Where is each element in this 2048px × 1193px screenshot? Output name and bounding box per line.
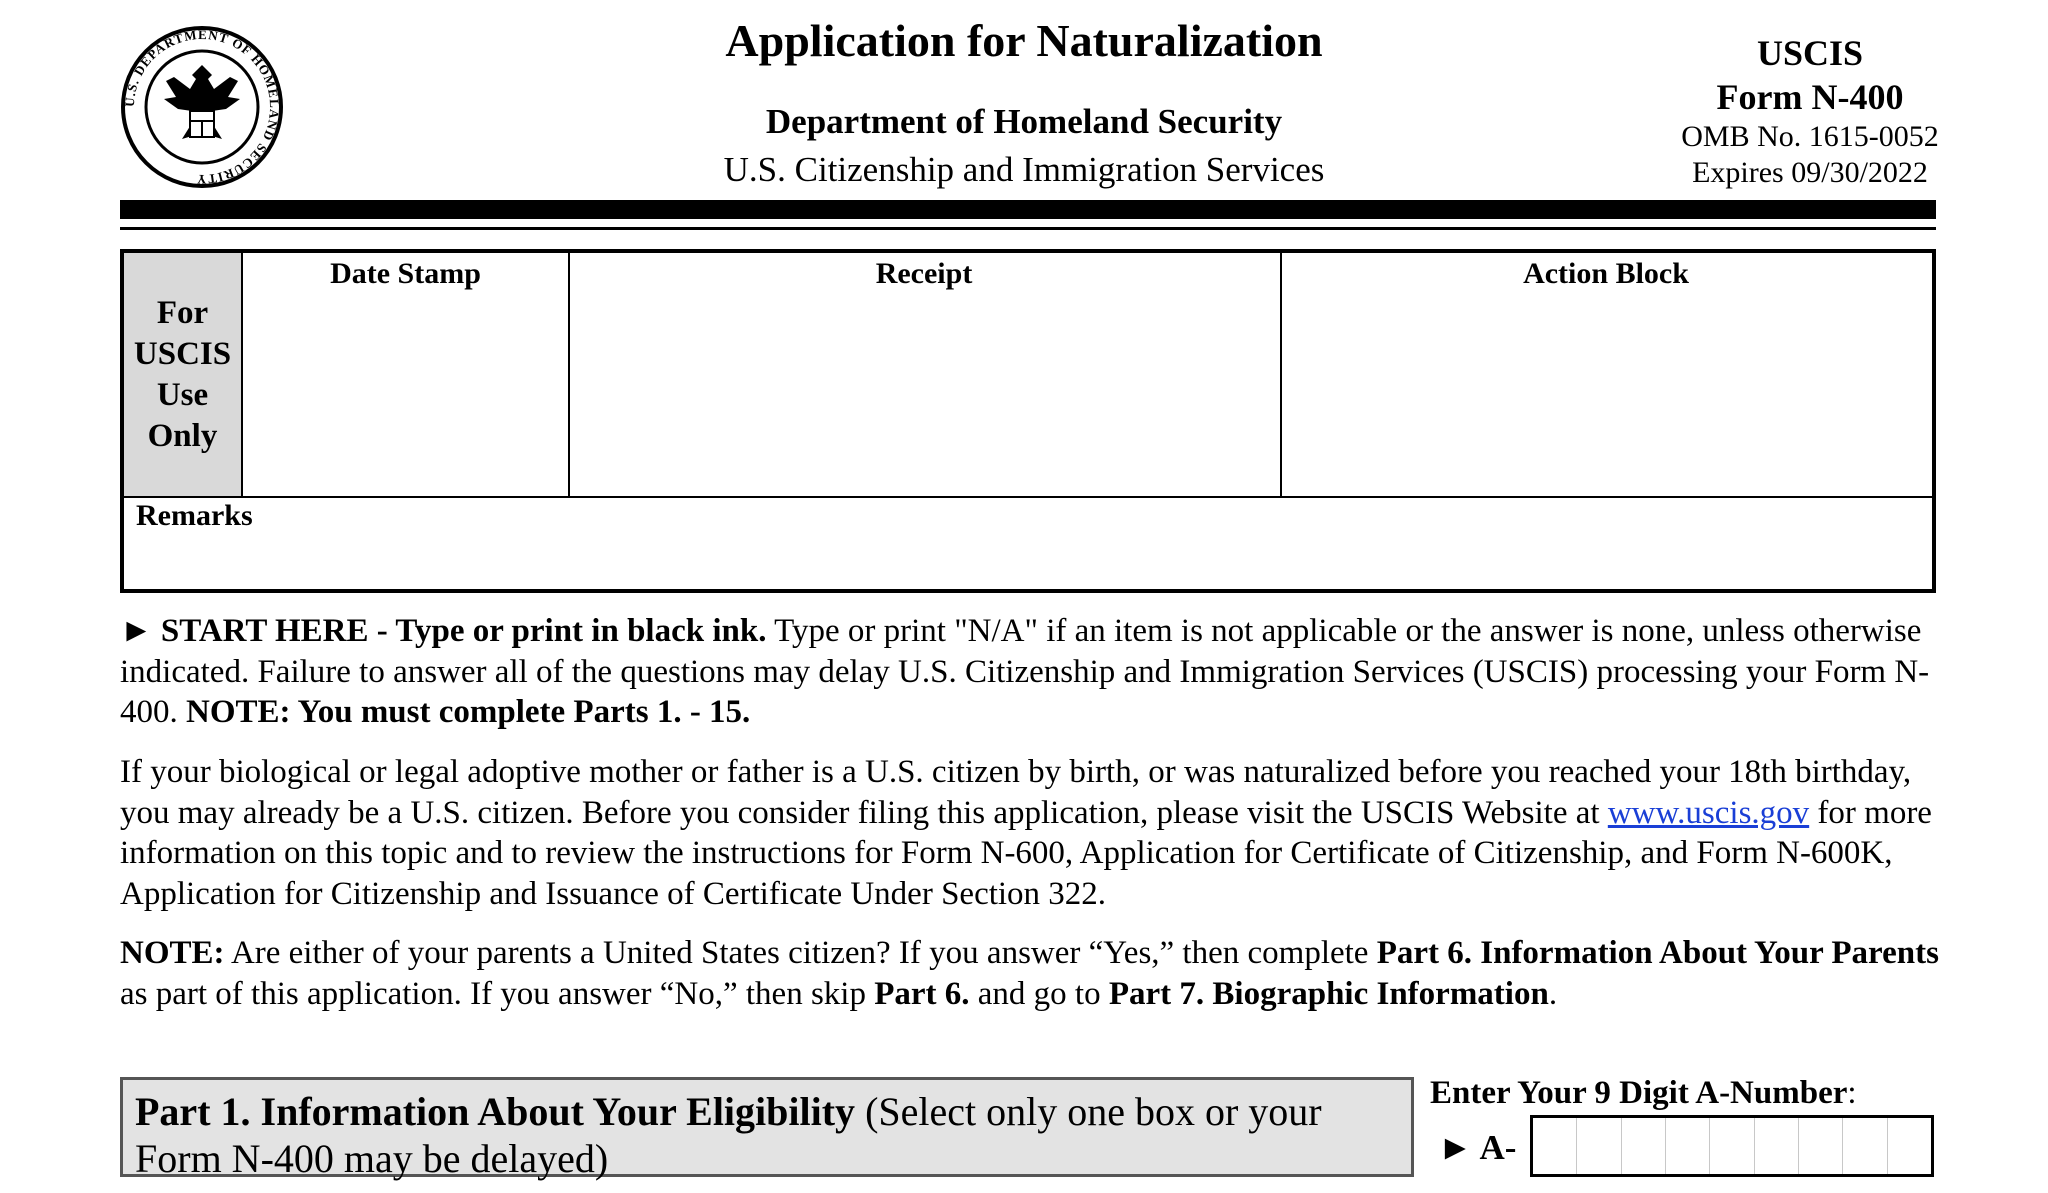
uscis-use-only-text: For USCIS Use Only: [133, 294, 232, 454]
citizenship-info-paragraph: [120, 752, 1950, 914]
part1-subtitle: (Select only one box or your Form N-400 may be delayed): [135, 1089, 1322, 1181]
uscis-use-only-box: [120, 249, 1936, 593]
remarks-label: Remarks: [136, 499, 253, 532]
a-number-prefix: ► A-: [1438, 1128, 1517, 1167]
department-name: Department of Homeland Security: [765, 102, 1283, 141]
seal-ring-text: U.S. DEPARTMENT OF HOMELAND SECURITY: [121, 26, 283, 188]
start-here-bold: START HERE - Type or print in black ink.: [160, 613, 767, 649]
a-number-digit-cell[interactable]: [1755, 1118, 1799, 1174]
a-number-digit-cell[interactable]: [1843, 1118, 1887, 1174]
a-number-digit-cell[interactable]: [1710, 1118, 1754, 1174]
header-rule-thick: [120, 200, 1936, 219]
note-label: NOTE:: [120, 935, 225, 971]
a-number-digit-cell[interactable]: [1533, 1118, 1577, 1174]
part1-heading-box: [120, 1077, 1414, 1181]
agency-name: U.S. Citizenship and Immigration Services: [723, 150, 1325, 189]
note-text: as part of this application. If you answer “No,” then skip: [120, 975, 875, 1012]
expiration-date: Expires 09/30/2022: [1692, 156, 1928, 189]
part6-reference: Part 6. Information About Your Parents: [1376, 935, 1939, 971]
part7-reference: Part 7. Biographic Information: [1108, 975, 1549, 1012]
a-number-digit-cell[interactable]: [1577, 1118, 1621, 1174]
note-text: .: [1548, 975, 1558, 1012]
agency-abbrev: USCIS: [1756, 33, 1864, 73]
parents-note-paragraph: [120, 933, 1950, 1014]
omb-number: OMB No. 1615-0052: [1681, 120, 1939, 153]
remarks-divider: [124, 496, 1932, 498]
a-number-digit-cell[interactable]: [1666, 1118, 1710, 1174]
part6-short-reference: Part 6.: [874, 975, 970, 1012]
citizenship-info-text-end: for more information on this topic and to review the instructions for Form N-600, Application for Certificate of Citizenship, and Form N-600K, Application for Citizenship and Issuance of Certificate Under Section 322.: [120, 794, 1932, 912]
a-number-digit-cell[interactable]: [1622, 1118, 1666, 1174]
uscis-website-link[interactable]: www.uscis.gov: [1607, 794, 1810, 831]
a-number-digit-cell[interactable]: [1799, 1118, 1843, 1174]
a-number-label-text: Enter Your 9 Digit A-Number: [1430, 1075, 1848, 1111]
a-number-label: [1430, 1075, 1857, 1112]
header-rule-thin: [120, 227, 1936, 230]
receipt-header: Receipt: [875, 257, 973, 290]
part1-title: Part 1. Information About Your Eligibility: [135, 1089, 856, 1134]
a-number-label-colon: :: [1847, 1075, 1857, 1111]
uscis-use-only-label: [124, 253, 243, 496]
a-number-input[interactable]: [1530, 1115, 1934, 1177]
start-here-text: Type or print "N/A" if an item is not applicable or the answer is none, unless otherwise indicated. Failure to answer all of the questions may delay U.S. Citizenship and Immigration Services (USCIS) processing your Form N-400.: [120, 613, 1930, 730]
note-text: and go to: [969, 975, 1109, 1012]
form-number: Form N-400: [1716, 77, 1904, 117]
note-text: Are either of your parents a United States citizen? If you answer “Yes,” then complete: [224, 935, 1377, 971]
date-stamp-header: Date Stamp: [330, 257, 481, 290]
arrow-icon: ►: [120, 613, 153, 649]
complete-parts-note: NOTE: You must complete Parts 1. - 15.: [186, 694, 751, 730]
a-number-digit-cell[interactable]: [1888, 1118, 1931, 1174]
start-here-instructions: [120, 611, 1950, 733]
citizenship-info-text: If your biological or legal adoptive mother or father is a U.S. citizen by birth, or was naturalized before you reached your 18th birthday, you may already be a U.S. citizen. Before you consider filing this application, please visit the USCIS Website at: [120, 754, 1912, 831]
form-title: Application for Naturalization: [725, 15, 1323, 66]
action-block-header: Action Block: [1523, 257, 1689, 290]
